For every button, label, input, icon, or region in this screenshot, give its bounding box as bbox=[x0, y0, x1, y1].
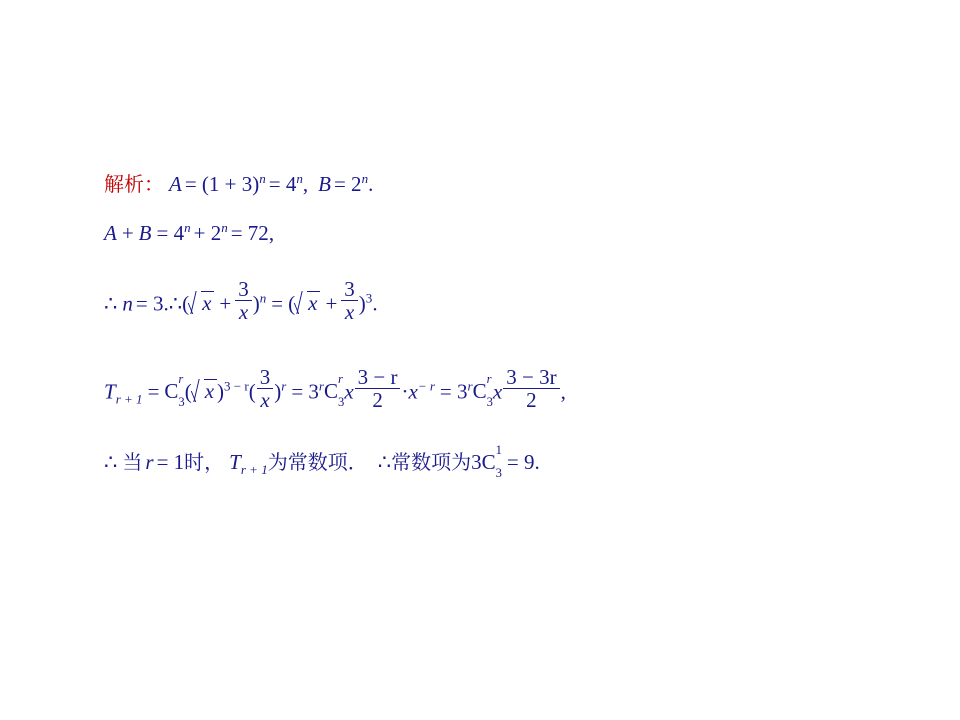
line4-open: ( bbox=[184, 378, 192, 403]
radical-sqrt-x-2 bbox=[296, 291, 320, 314]
combination-superscript: r bbox=[486, 371, 492, 386]
line2-eq: = 4 bbox=[156, 221, 185, 245]
line1-comma: , bbox=[302, 172, 309, 196]
fraction-denominator: x bbox=[257, 388, 274, 411]
line4-exp-minus-r: − r bbox=[417, 377, 435, 393]
line4-exp-r-2: r bbox=[318, 377, 324, 393]
line1-eq3: = 2 bbox=[333, 172, 362, 196]
variable-A: A bbox=[169, 172, 182, 196]
fraction-denominator: x bbox=[341, 300, 358, 323]
line5-therefore2: ∴ bbox=[377, 450, 392, 475]
fraction-numerator: 3 bbox=[259, 364, 271, 389]
combination-C-1 bbox=[164, 371, 185, 410]
combination-C-2 bbox=[324, 371, 345, 410]
fraction-numerator: 3 bbox=[344, 277, 355, 301]
line4-x-2: x bbox=[344, 378, 354, 403]
line2-plus: + bbox=[121, 221, 134, 245]
solution-line-5 bbox=[104, 443, 904, 481]
line5-when: 当 bbox=[122, 450, 143, 475]
fraction-numerator: 3 − 3r bbox=[506, 364, 557, 389]
radical-sqrt-x-3 bbox=[193, 379, 217, 402]
line5-r: r bbox=[145, 450, 154, 475]
combination-subscript: 3 bbox=[486, 395, 493, 410]
line1-period: . bbox=[368, 172, 374, 196]
line3-therefore: ∴ bbox=[104, 291, 118, 316]
solution-content bbox=[104, 171, 904, 481]
combination-letter: C bbox=[164, 378, 179, 403]
fraction-denominator: x bbox=[235, 300, 252, 323]
line5-shi: 时 bbox=[184, 450, 205, 475]
line3-eq: = bbox=[271, 291, 284, 316]
combination-coefficient: 3C bbox=[471, 450, 496, 475]
solution-line-3 bbox=[104, 278, 904, 324]
fraction-numerator: 3 bbox=[238, 277, 249, 301]
fraction-denominator: 2 bbox=[355, 388, 401, 411]
line4-exp-r-3: r bbox=[467, 377, 473, 393]
solution-label: 解析 bbox=[104, 172, 144, 196]
line5-eq1: = 1 bbox=[156, 450, 185, 475]
line2-B: B bbox=[138, 221, 152, 245]
radicand-x-2: x bbox=[307, 291, 320, 314]
line3-eq3: = 3. bbox=[135, 291, 169, 316]
combination-superscript: 1 bbox=[495, 443, 502, 458]
line4-eq1: = bbox=[147, 378, 160, 403]
combination-subscript: 3 bbox=[495, 466, 502, 481]
fraction-3-minus-r-over-2 bbox=[355, 366, 401, 412]
line2-A: A bbox=[104, 221, 117, 245]
line3-plus2: + bbox=[325, 291, 338, 316]
line5-comma: ， bbox=[204, 450, 225, 475]
combination-subscript: 3 bbox=[178, 395, 185, 410]
line2-comma: , bbox=[268, 221, 275, 245]
line2-eq2: = 72 bbox=[230, 221, 269, 245]
solution-line-1 bbox=[104, 172, 904, 195]
line1-exp-n3: n bbox=[361, 171, 369, 186]
combination-letter: C bbox=[472, 378, 487, 403]
line1-eq2: = 4 bbox=[268, 172, 297, 196]
line4-x-3: x bbox=[408, 378, 418, 403]
combination-superscript: r bbox=[178, 371, 184, 386]
line1-eq1: = (1 + 3) bbox=[184, 172, 260, 196]
line5-constant-term-is: 常数项为 bbox=[391, 450, 472, 475]
line2-exp2: n bbox=[221, 220, 228, 235]
radicand-x-1: x bbox=[201, 291, 214, 314]
combination-C-3 bbox=[472, 371, 493, 410]
solution-line-4 bbox=[104, 366, 904, 412]
fraction-3-over-x-1 bbox=[235, 278, 252, 324]
line3-period: . bbox=[372, 291, 378, 316]
line5-therefore: ∴ bbox=[104, 450, 118, 475]
line3-exp-3: 3 bbox=[365, 290, 373, 306]
line5-is-constant-term: 为常数项． bbox=[267, 450, 368, 475]
line4-close: ) bbox=[217, 378, 225, 403]
fraction-3-minus-3r-over-2 bbox=[503, 366, 559, 412]
line5-eq2: = 9. bbox=[506, 450, 540, 475]
term-T: T bbox=[104, 378, 116, 403]
line4-x-4: x bbox=[492, 378, 503, 403]
line2-exp1: n bbox=[184, 220, 191, 235]
fraction-3-over-x-2 bbox=[341, 278, 358, 324]
line4-close2: ) bbox=[274, 378, 282, 403]
line3-n: n bbox=[122, 291, 133, 316]
line3-therefore2: ∴ bbox=[168, 291, 183, 316]
term-T-subscript: r + 1 bbox=[115, 391, 143, 407]
variable-B: B bbox=[318, 172, 331, 196]
line2-plus2: + 2 bbox=[193, 221, 222, 245]
line3-close2: ) bbox=[358, 291, 366, 316]
solution-line-2 bbox=[104, 221, 904, 244]
radicand-x-3: x bbox=[204, 379, 217, 402]
fraction-numerator: 3 − r bbox=[357, 364, 398, 389]
radical-sqrt-x-1 bbox=[190, 291, 214, 314]
line1-exp-n2: n bbox=[296, 171, 303, 186]
line4-eq3: = 3 bbox=[439, 378, 468, 403]
solution-label-colon: ： bbox=[144, 172, 164, 196]
line1-exp-n: n bbox=[259, 171, 266, 186]
line4-open2: ( bbox=[248, 378, 256, 403]
line3-open: ( bbox=[182, 291, 190, 316]
line4-exp-3-minus-r: 3 − r bbox=[224, 377, 249, 393]
line3-close: ) bbox=[252, 291, 260, 316]
line3-open2: ( bbox=[288, 291, 296, 316]
line4-exp-r: r bbox=[281, 377, 287, 393]
line3-exp-n: n bbox=[259, 290, 267, 306]
line5-T-subscript: r + 1 bbox=[240, 462, 268, 478]
line4-comma: , bbox=[560, 378, 566, 403]
combination-superscript: r bbox=[338, 371, 343, 386]
combination-letter: C bbox=[324, 378, 339, 403]
line4-eq2: = 3 bbox=[291, 378, 319, 403]
line5-T: T bbox=[229, 450, 241, 475]
combination-subscript: 3 bbox=[338, 395, 345, 410]
line4-dot: · bbox=[401, 378, 409, 403]
line3-plus: + bbox=[219, 291, 232, 316]
combination-C-4 bbox=[471, 443, 502, 481]
fraction-denominator: 2 bbox=[503, 388, 559, 411]
fraction-3-over-x-3 bbox=[257, 366, 274, 412]
